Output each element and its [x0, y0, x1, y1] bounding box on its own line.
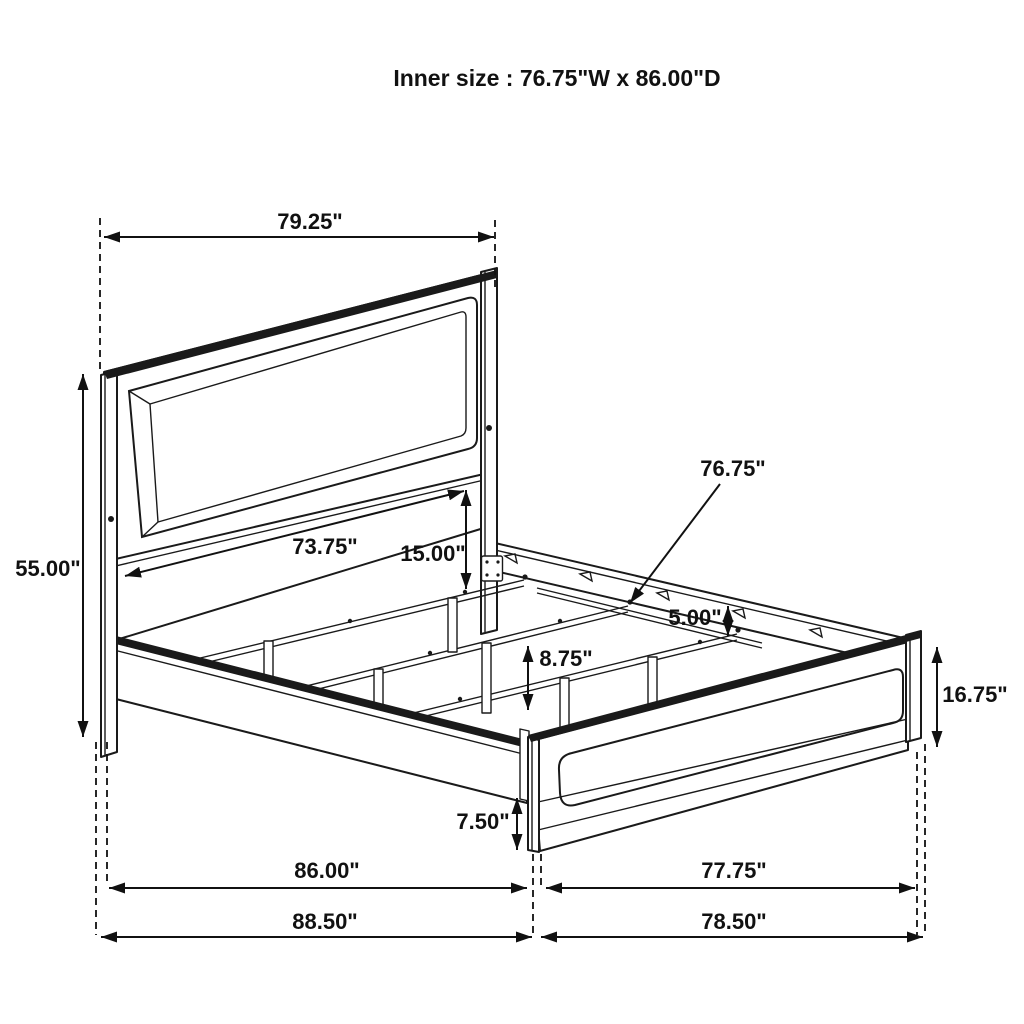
near-side-rail	[108, 634, 527, 803]
dim-slat-length-label: 76.75"	[700, 456, 766, 481]
dim-overall-depth-label: 88.50"	[292, 909, 358, 934]
dim-rail-drop-label: 5.00"	[668, 605, 722, 630]
drawing-title: Inner size : 76.75"W x 86.00"D	[393, 65, 721, 91]
dim-rail-clearance-label: 7.50"	[456, 809, 510, 834]
footboard-far-post	[906, 631, 921, 742]
dim-headboard-width-label: 79.25"	[277, 209, 343, 234]
dim-footboard-height-label: 16.75"	[942, 682, 1008, 707]
dim-headboard-inner-width-label: 73.75"	[292, 534, 358, 559]
headboard-left-leg	[101, 371, 117, 757]
dim-panel-height-label: 15.00"	[400, 541, 466, 566]
dim-slat-leg-height-label: 8.75"	[539, 646, 593, 671]
dim-inner-depth-label: 86.00"	[294, 858, 360, 883]
dim-headboard-height-label: 55.00"	[15, 556, 81, 581]
headboard-right-post	[481, 268, 503, 634]
footboard-near-post	[528, 737, 539, 852]
rail-mounting-bracket	[482, 556, 503, 581]
dim-footboard-overall-width-label: 78.50"	[701, 909, 767, 934]
dim-footboard-inner-width-label: 77.75"	[701, 858, 767, 883]
